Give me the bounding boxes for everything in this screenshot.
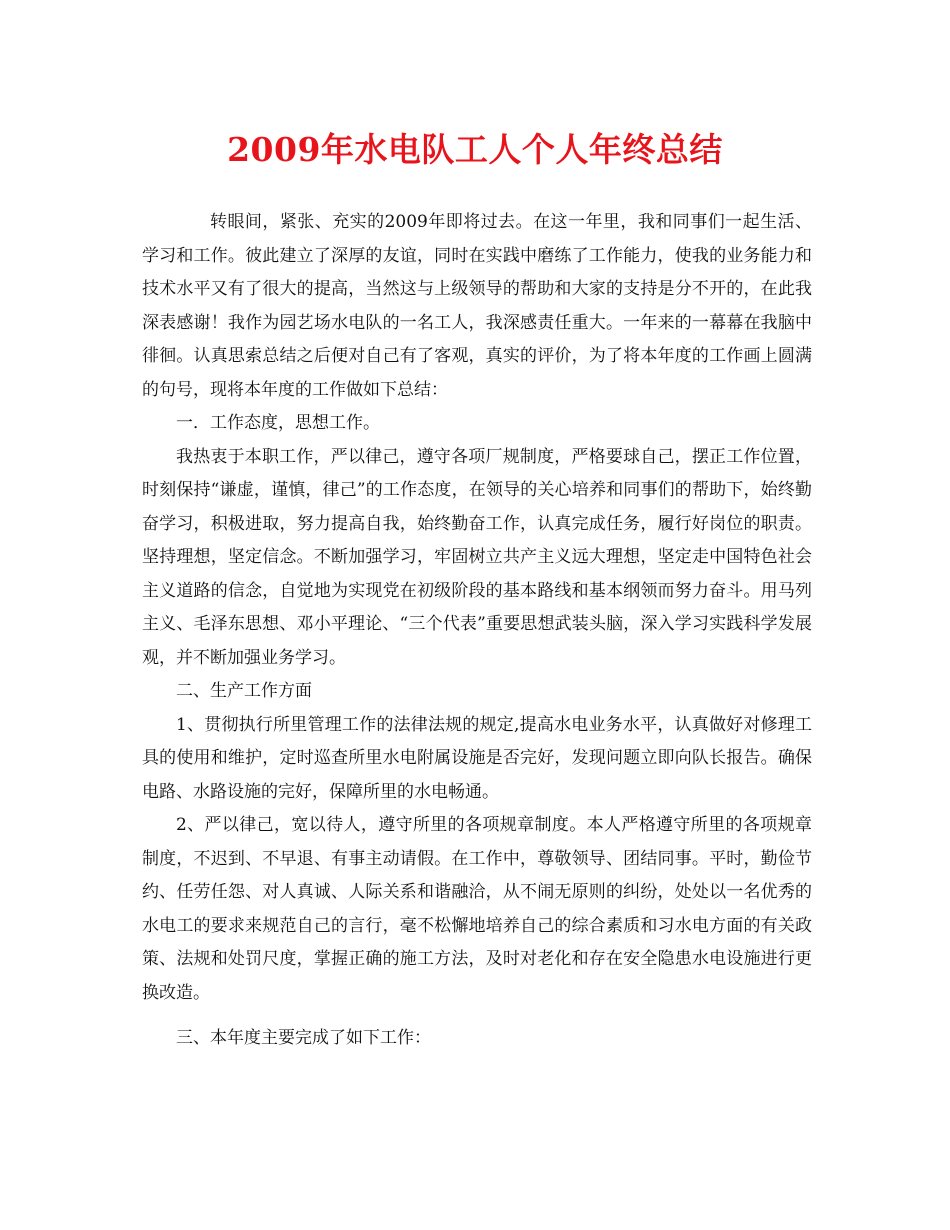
production-item-2: 2、严以律己，宽以待人，遵守所里的各项规章制度。本人严格遵守所里的各项规章制度，不迟到、不早退、有事主动请假。在工作中，尊敬领导、团结同事。平时，勤俭节约、任劳任怨、对人真诚、人际关系和谐融洽，从不闹无原则的纠纷，处处以一名优秀的水电工的要求来规范自己的言行，毫不松懈地培养自己的综合素质和习水电方面的有关政策、法规和处罚尺度，掌握正确的施工方法，及时对老化和存在安全隐患水电设施进行更换改造。 <box>142 815 812 1003</box>
document-title: 2009年水电队工人个人年终总结 <box>227 130 723 169</box>
attitude-paragraph: 我热衷于本职工作，严以律己，遵守各项厂规制度，严格要球自己，摆正工作位置，时刻保持“谦虚，谨慎，律己”的工作态度，在领导的关心培养和同事们的帮助下，始终勤奋学习，积极进取，努力提高自我，始终勤奋工作，认真完成任务，履行好岗位的职责。坚持理想，坚定信念。不断加强学习，牢固树立共产主义远大理想，坚定走中国特色社会主义道路的信念，自觉地为实现党在初级阶段的基本路线和基本纲领而努力奋斗。用马列主义、毛泽东思想、邓小平理论、“三个代表”重要思想武装头脑，深入学习实践科学发展观，并不断加强业务学习。 <box>142 446 812 668</box>
document-body <box>142 206 812 1056</box>
section-heading-attitude: 一．工作态度，思想工作。 <box>176 413 380 433</box>
production-item-1: 1、贯彻执行所里管理工作的法律法规的规定,提高水电业务水平，认真做好对修理工具的使用和维护，定时巡查所里水电附属设施是否完好，发现问题立即向队长报告。确保电路、水路设施的完好，保障所里的水电畅通。 <box>142 714 812 802</box>
intro-paragraph: 转眼间，紧张、充实的2009年即将过去。在这一年里，我和同事们一起生活、学习和工作。彼此建立了深厚的友谊，同时在实践中磨练了工作能力，使我的业务能力和技术水平又有了很大的提高，当然这与上级领导的帮助和大家的支持是分不开的，在此我深表感谢！我作为园艺场水电队的一名工人，我深感责任重大。一年来的一幕幕在我脑中徘徊。认真思索总结之后便对自己有了客观，真实的评价，为了将本年度的工作画上圆满的句号，现将本年度的工作做如下总结： <box>142 212 812 400</box>
section-heading-completed-work: 三、本年度主要完成了如下工作： <box>176 1028 431 1048</box>
section-heading-production: 二、生产工作方面 <box>176 681 312 701</box>
